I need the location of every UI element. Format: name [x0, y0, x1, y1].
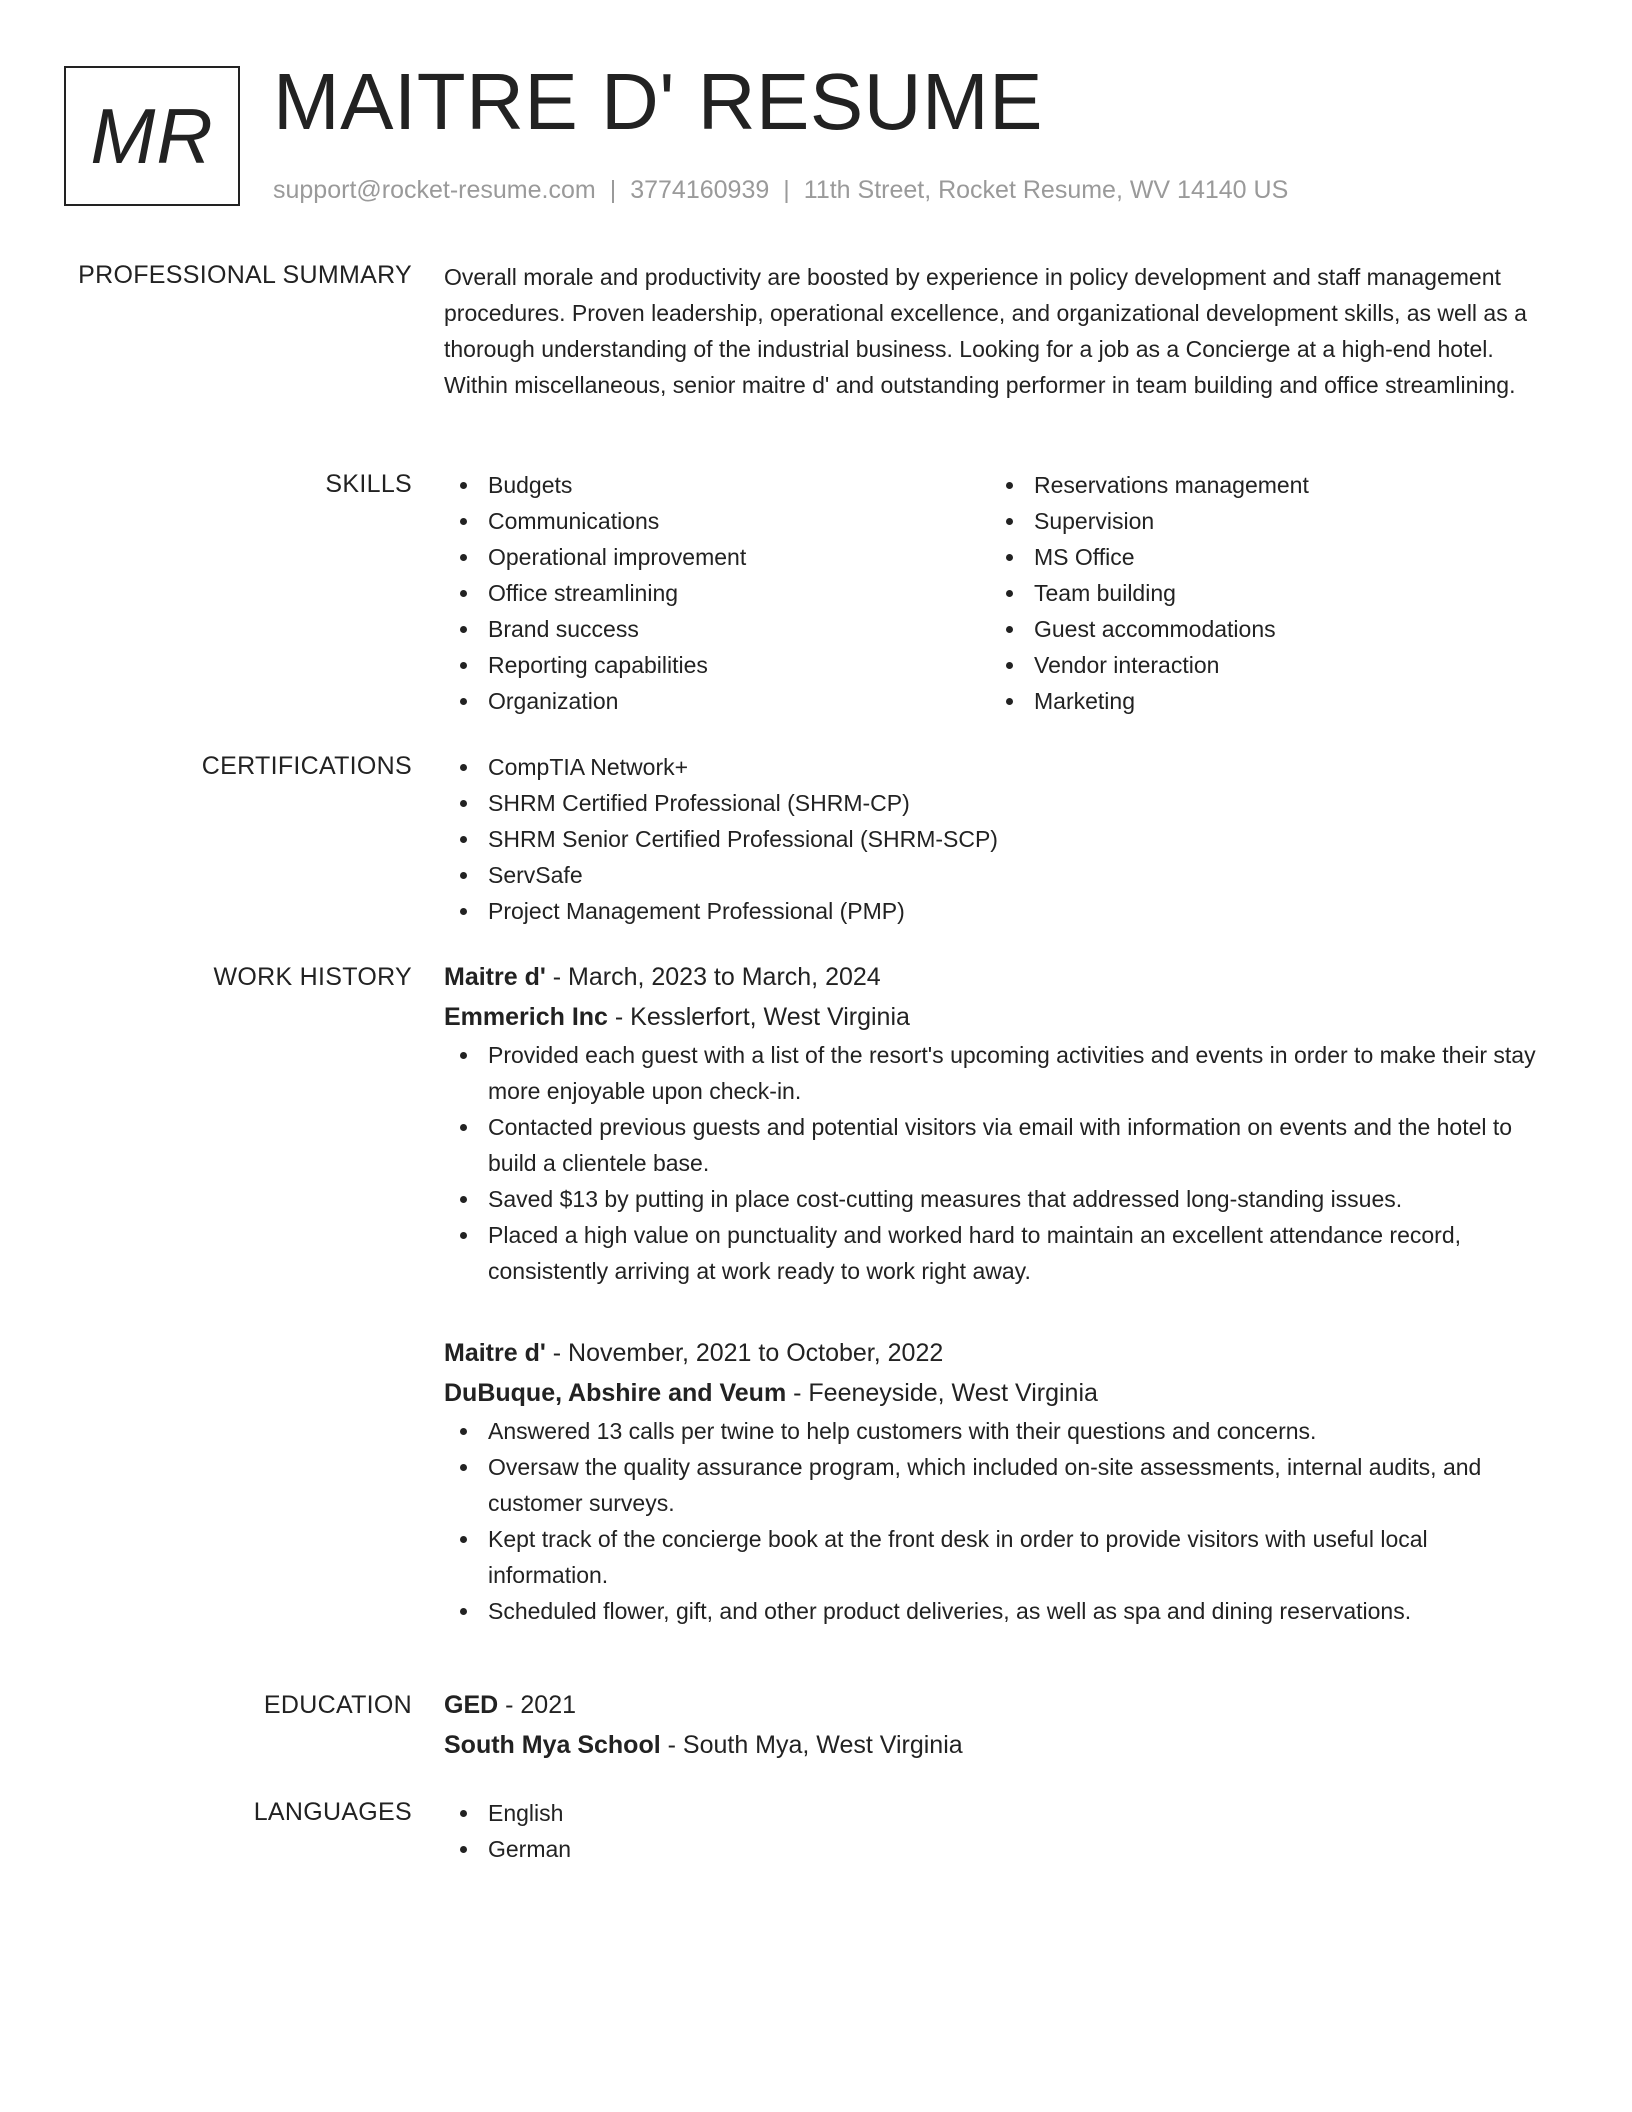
- job-company: DuBuque, Abshire and Veum: [444, 1379, 787, 1407]
- skill-item: Reporting capabilities: [444, 647, 990, 683]
- monogram-box: [64, 66, 240, 206]
- certifications-body: [444, 749, 1554, 929]
- skill-item: Reservations management: [990, 467, 1536, 503]
- job-bullet: Saved $13 by putting in place cost-cutting measures that addressed long-standing issues.: [444, 1181, 1554, 1217]
- skill-item: Organization: [444, 683, 990, 719]
- job-title-line: [444, 1333, 1554, 1373]
- job-dates: - March, 2023 to March, 2024: [545, 963, 881, 991]
- summary-heading: PROFESSIONAL SUMMARY: [78, 261, 412, 289]
- job-title: Maitre d': [444, 1339, 546, 1367]
- education-year: - 2021: [498, 1691, 577, 1719]
- job-bullet: Kept track of the concierge book at the front desk in order to provide visitors with useful local information.: [444, 1521, 1554, 1593]
- job-bullet: Answered 13 calls per twine to help customers with their questions and concerns.: [444, 1413, 1554, 1449]
- language-item: German: [444, 1831, 1554, 1867]
- skill-item: Office streamlining: [444, 575, 990, 611]
- languages-body: [444, 1795, 1554, 1867]
- job-location: - Feeneyside, West Virginia: [786, 1379, 1098, 1407]
- skill-item: Budgets: [444, 467, 990, 503]
- skill-item: Guest accommodations: [990, 611, 1536, 647]
- job-title: Maitre d': [444, 963, 546, 991]
- skills-list-left: [444, 467, 990, 719]
- job-company-line: [444, 997, 1554, 1037]
- contact-email[interactable]: support@rocket-resume.com: [273, 176, 596, 204]
- contact-separator: |: [783, 176, 790, 204]
- education-heading: EDUCATION: [263, 1691, 412, 1719]
- skill-item: Operational improvement: [444, 539, 990, 575]
- job-bullet: Contacted previous guests and potential visitors via email with information on events and the hotel to build a clientele base.: [444, 1109, 1554, 1181]
- skill-item: Team building: [990, 575, 1536, 611]
- work-body: [444, 957, 1554, 1657]
- skill-item: Brand success: [444, 611, 990, 647]
- skills-heading: SKILLS: [325, 470, 412, 498]
- certification-item: SHRM Senior Certified Professional (SHRM-SCP): [444, 821, 1554, 857]
- certifications-heading: CERTIFICATIONS: [201, 752, 412, 780]
- education-school-line: [444, 1725, 1554, 1765]
- skill-item: Marketing: [990, 683, 1536, 719]
- job-location: - Kesslerfort, West Virginia: [607, 1003, 910, 1031]
- job-bullet: Oversaw the quality assurance program, which included on-site assessments, internal audits, and customer surveys.: [444, 1449, 1554, 1521]
- skill-item: MS Office: [990, 539, 1536, 575]
- certification-item: CompTIA Network+: [444, 749, 1554, 785]
- job-bullet: Scheduled flower, gift, and other product deliveries, as well as spa and dining reservations.: [444, 1593, 1554, 1629]
- education-body: [444, 1685, 1554, 1765]
- language-item: English: [444, 1795, 1554, 1831]
- skills-body: [444, 467, 1554, 719]
- certification-item: ServSafe: [444, 857, 1554, 893]
- contact-address: 11th Street, Rocket Resume, WV 14140 US: [803, 176, 1289, 204]
- education-degree-line: [444, 1685, 1554, 1725]
- job-bullet: Placed a high value on punctuality and worked hard to maintain an excellent attendance record, consistently arriving at work ready to work right away.: [444, 1217, 1554, 1289]
- job-bullets: [444, 1413, 1554, 1629]
- skill-item: Vendor interaction: [990, 647, 1536, 683]
- summary-body: [444, 259, 1554, 403]
- education-location: - South Mya, West Virginia: [660, 1731, 963, 1759]
- job-entry: [444, 957, 1554, 1289]
- job-title-line: [444, 957, 1554, 997]
- certification-item: Project Management Professional (PMP): [444, 893, 1554, 929]
- job-entry: [444, 1333, 1554, 1629]
- skill-item: Supervision: [990, 503, 1536, 539]
- job-dates: - November, 2021 to October, 2022: [545, 1339, 944, 1367]
- job-bullet: Provided each guest with a list of the resort's upcoming activities and events in order to make their stay more enjoyable upon check-in.: [444, 1037, 1554, 1109]
- certification-item: SHRM Certified Professional (SHRM-CP): [444, 785, 1554, 821]
- skill-item: Communications: [444, 503, 990, 539]
- education-school: South Mya School: [444, 1731, 661, 1759]
- job-bullets: [444, 1037, 1554, 1289]
- work-heading: WORK HISTORY: [213, 963, 412, 991]
- education-degree: GED: [444, 1691, 499, 1719]
- job-company-line: [444, 1373, 1554, 1413]
- resume-name: MAITRE D' RESUME: [273, 57, 1043, 146]
- languages-heading: LANGUAGES: [253, 1798, 412, 1826]
- summary-text: Overall morale and productivity are boosted by experience in policy development and staff management procedures. Proven leadership, operational excellence, and organizational development skills, as well as a thorough understanding of the industrial business. Looking for a job as a Concierge at a high-end hotel. Within miscellaneous, senior maitre d' and outstanding performer in team building and office streamlining.: [444, 264, 1527, 398]
- skills-list-right: [990, 467, 1536, 719]
- certifications-list: [444, 749, 1554, 929]
- contact-separator: |: [609, 176, 617, 204]
- contact-phone[interactable]: 3774160939: [630, 176, 770, 204]
- monogram-initials: MR: [90, 91, 214, 180]
- job-company: Emmerich Inc: [444, 1003, 608, 1031]
- languages-list: [444, 1795, 1554, 1867]
- contact-line: [273, 174, 1288, 206]
